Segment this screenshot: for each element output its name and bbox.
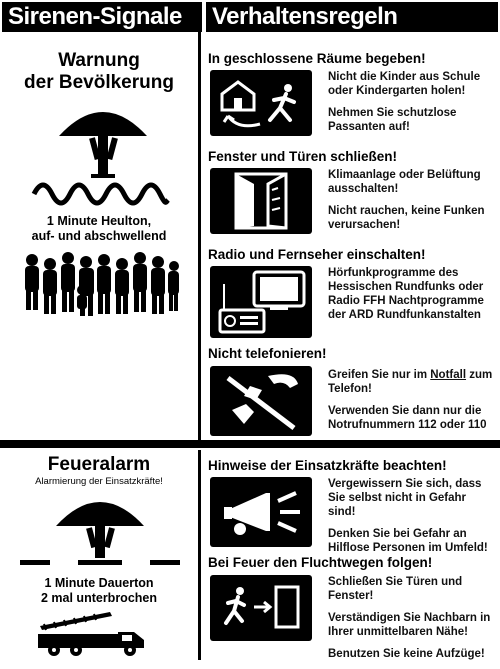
rule-4-heading: Nicht telefonieren! <box>208 346 327 361</box>
rule-6-text: Schließen Sie Türen und Fenster! Verständigen Sie Nachbarn in Ihrer unmittelbaren Nähe! Benutzen Sie keine Aufzüge! <box>328 576 491 660</box>
divider-vertical <box>198 32 201 440</box>
rule-4-text: Greifen Sie nur im Notfall zum Telefon! Verwenden Sie dann nur die Notrufnummern 112 oder 110 <box>328 369 493 431</box>
rule-2-icon-box <box>210 168 312 234</box>
rule-3-text: Hörfunkprogramme des Hessischen Rundfunks oder Radio FFH Nachtprogramme der ARD Rundfunkanstalten <box>328 267 484 321</box>
rule-4-icon-box <box>210 366 312 436</box>
no-phone-icon <box>210 366 312 436</box>
rule-3-icon-box <box>210 266 312 338</box>
rule-1-text: Nicht die Kinder aus Schule oder Kindergarten holen! Nehmen Sie schutzlose Passanten auf! <box>328 71 481 133</box>
rule-6-icon-box <box>210 575 312 641</box>
tv-radio-icon <box>210 266 312 338</box>
header-right: Verhaltensregeln <box>206 2 498 32</box>
megaphone-icon <box>210 477 312 547</box>
siren-icon-fire <box>20 490 180 570</box>
exit-icon <box>210 575 312 641</box>
header-left: Sirenen-Signale <box>2 2 202 32</box>
fire-description: 1 Minute Dauerton 2 mal unterbrochen <box>41 576 157 605</box>
rule-2-text: Klimaanlage oder Belüftung ausschalten! Nicht rauchen, keine Funken verursachen! <box>328 169 485 231</box>
fire-subtitle: Alarmierung der Einsatzkräfte! <box>35 476 163 487</box>
siren-icon <box>55 100 151 180</box>
rule-5-text: Vergewissern Sie sich, dass Sie selbst nicht in Gefahr sind! Denken Sie bei Gefahr an Hilflose Personen im Umfeld! <box>328 478 488 554</box>
fire-title: Feueralarm <box>47 454 151 475</box>
rule-5-heading: Hinweise der Einsatzkräfte beachten! <box>208 458 447 473</box>
rule-1-heading: In geschlossene Räume begeben! <box>208 51 426 66</box>
window-icon <box>210 168 312 234</box>
divider-horizontal <box>0 440 500 448</box>
rule-3-heading: Radio und Fernseher einschalten! <box>208 247 426 262</box>
fire-truck-icon <box>30 610 160 658</box>
rule-2-heading: Fenster und Türen schließen! <box>208 149 398 164</box>
warning-title: Warnung der Bevölkerung <box>24 50 174 93</box>
crowd-icon <box>20 250 180 320</box>
divider-vertical-lower <box>198 450 201 660</box>
wave-icon <box>30 180 170 208</box>
house-person-icon <box>210 70 312 136</box>
rule-1-icon-box <box>210 70 312 136</box>
rule-6-heading: Bei Feuer den Fluchtwegen folgen! <box>208 555 433 570</box>
warning-description: 1 Minute Heulton, auf- und abschwellend <box>31 214 167 243</box>
rule-5-icon-box <box>210 477 312 547</box>
